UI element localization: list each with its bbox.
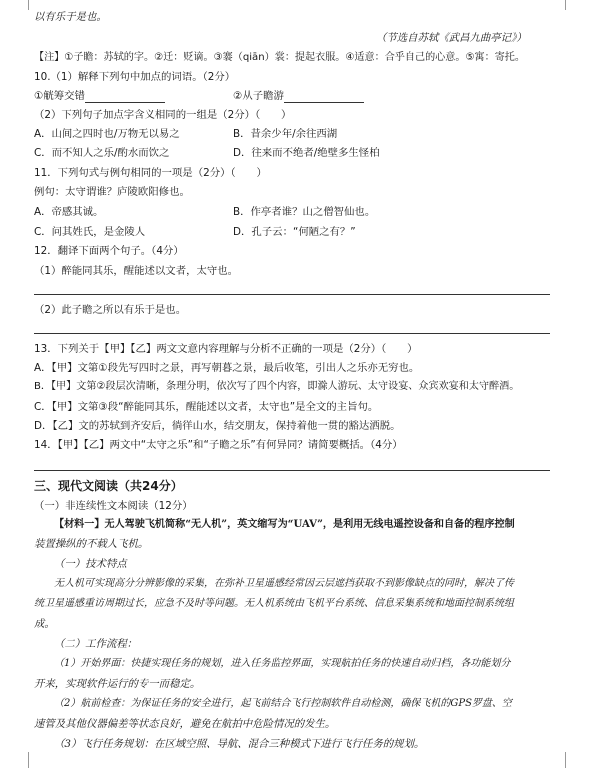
q10-item-1 bbox=[34, 89, 165, 103]
answer-line[interactable] bbox=[34, 470, 550, 471]
q10-item-2-text: ②从子瞻游 bbox=[233, 90, 284, 102]
text-line: （一）技术特点 bbox=[54, 558, 127, 570]
answer-blank[interactable] bbox=[284, 92, 364, 103]
material-1-text: 【材料一】无人驾驶飞机简称“无人机”，英文缩写为“UAV”，是利用无线电遥控设备和自备的程序控制 bbox=[54, 519, 515, 530]
crop-mark-bottom-left bbox=[28, 752, 29, 768]
text-line: （2）航前检查：为保证任务的安全进行，起飞前结合飞行控制软件自动检测，确保飞机的GPS罗盘、空 bbox=[54, 698, 512, 709]
annotation-note: 【注】①子瞻：苏轼的字。②迁：贬谪。③褰（qiān）裳：提起衣服。④适意：合乎自己的心意。⑤寓：寄托。 bbox=[34, 52, 525, 63]
crop-mark-bottom-right bbox=[565, 752, 566, 768]
option-c: C．问其姓氏，是金陵人 bbox=[34, 226, 146, 238]
text-line: （1）开始界面：快捷实现任务的规划，进入任务监控界面，实现航拍任务的快速自动归档，各功能划分 bbox=[54, 658, 511, 669]
subsection-heading: （一）非连续性文本阅读（12分） bbox=[34, 500, 193, 512]
question-10: 10.（1）解释下列句中加点的词语。（2分） bbox=[34, 71, 236, 83]
source-note: （节选自苏轼《武昌九曲亭记》） bbox=[376, 32, 527, 44]
answer-line[interactable] bbox=[34, 294, 550, 295]
q10-item-1-text: ①觥筹交错 bbox=[34, 90, 85, 102]
option-d: D．【乙】文的苏轼到齐安后，徜徉山水，结交朋友，保持着他一贯的豁达洒脱。 bbox=[34, 420, 401, 432]
option-b: B．作亭者谁？山之僧智仙也。 bbox=[233, 206, 376, 218]
question-13: 13．下列关于【甲】【乙】两文文意内容理解与分析不正确的一项是（2分）（ ） bbox=[34, 343, 418, 355]
crop-mark-top-left bbox=[28, 0, 29, 10]
option-c: C．而不知人之乐/酌水而饮之 bbox=[34, 147, 170, 159]
translate-item-1: （1）醉能同其乐，醒能述以文者，太守也。 bbox=[34, 265, 239, 277]
question-10-2: （2）下列句子加点字含义相同的一组是（2分）（ ） bbox=[34, 109, 292, 121]
option-d: D．往来而不绝者/绝壁多生怪柏 bbox=[233, 147, 380, 159]
text-line: 装置操纵的不载人飞机。 bbox=[34, 538, 149, 550]
option-d: D．孔子云：“何陋之有？” bbox=[233, 226, 356, 238]
answer-blank[interactable] bbox=[85, 92, 165, 103]
text-line: （二）工作流程： bbox=[54, 638, 138, 650]
text-line: 统卫星遥感重访周期过长，应急不及时等问题。无人机系统由飞机平台系统、信息采集系统和地面控制系统组 bbox=[34, 598, 514, 609]
question-11: 11．下列句式与例句相同的一项是（2分）（ ） bbox=[34, 167, 267, 179]
section-heading: 三、现代文阅读（共24分） bbox=[34, 479, 183, 493]
option-c: C．【甲】文第③段“醉能同其乐，醒能述以文者，太守也”是全文的主旨句。 bbox=[34, 401, 379, 413]
option-a: A．山间之四时也/万物无以易之 bbox=[34, 128, 180, 140]
text-line: 以有乐于是也。 bbox=[34, 11, 107, 23]
text-line: 成。 bbox=[34, 618, 55, 630]
material-1 bbox=[54, 518, 515, 532]
q10-item-2 bbox=[233, 89, 364, 103]
question-14: 14．【甲】【乙】两文中“太守之乐”和“子瞻之乐”有何异同？请简要概括。（4分） bbox=[34, 439, 403, 451]
option-a: A．【甲】文第①段先写四时之景，再写朝暮之景，最后收笔，引出人之乐亦无穷也。 bbox=[34, 362, 420, 374]
option-b: B．昔余少年/余往西湖 bbox=[233, 128, 338, 140]
example-sentence: 例句：太守谓谁？庐陵欧阳修也。 bbox=[34, 186, 190, 198]
option-a: A．帝感其诚。 bbox=[34, 206, 104, 218]
text-line: 无人机可实现高分分辨影像的采集，在弥补卫星遥感经常因云层遮挡获取不到影像缺点的同时，解决了传 bbox=[54, 578, 514, 589]
question-12: 12．翻译下面两个句子。（4分） bbox=[34, 245, 184, 257]
translate-item-2: （2）此子瞻之所以有乐于是也。 bbox=[34, 304, 187, 316]
crop-mark-top-right bbox=[565, 0, 566, 10]
option-b: B．【甲】文第②段层次清晰，条理分明，依次写了四个内容，即滁人游玩、太守设宴、众宾欢宴和太守醉酒。 bbox=[34, 381, 520, 392]
text-line: （3）飞行任务规划：在区域空照、导航、混合三种模式下进行飞行任务的规划。 bbox=[54, 738, 425, 750]
text-line: 速管及其他仪器偏差等状态良好，避免在航拍中危险情况的发生。 bbox=[34, 718, 336, 730]
text-line: 开来，实现软件运行的专一而稳定。 bbox=[34, 678, 201, 690]
answer-line[interactable] bbox=[34, 333, 550, 334]
